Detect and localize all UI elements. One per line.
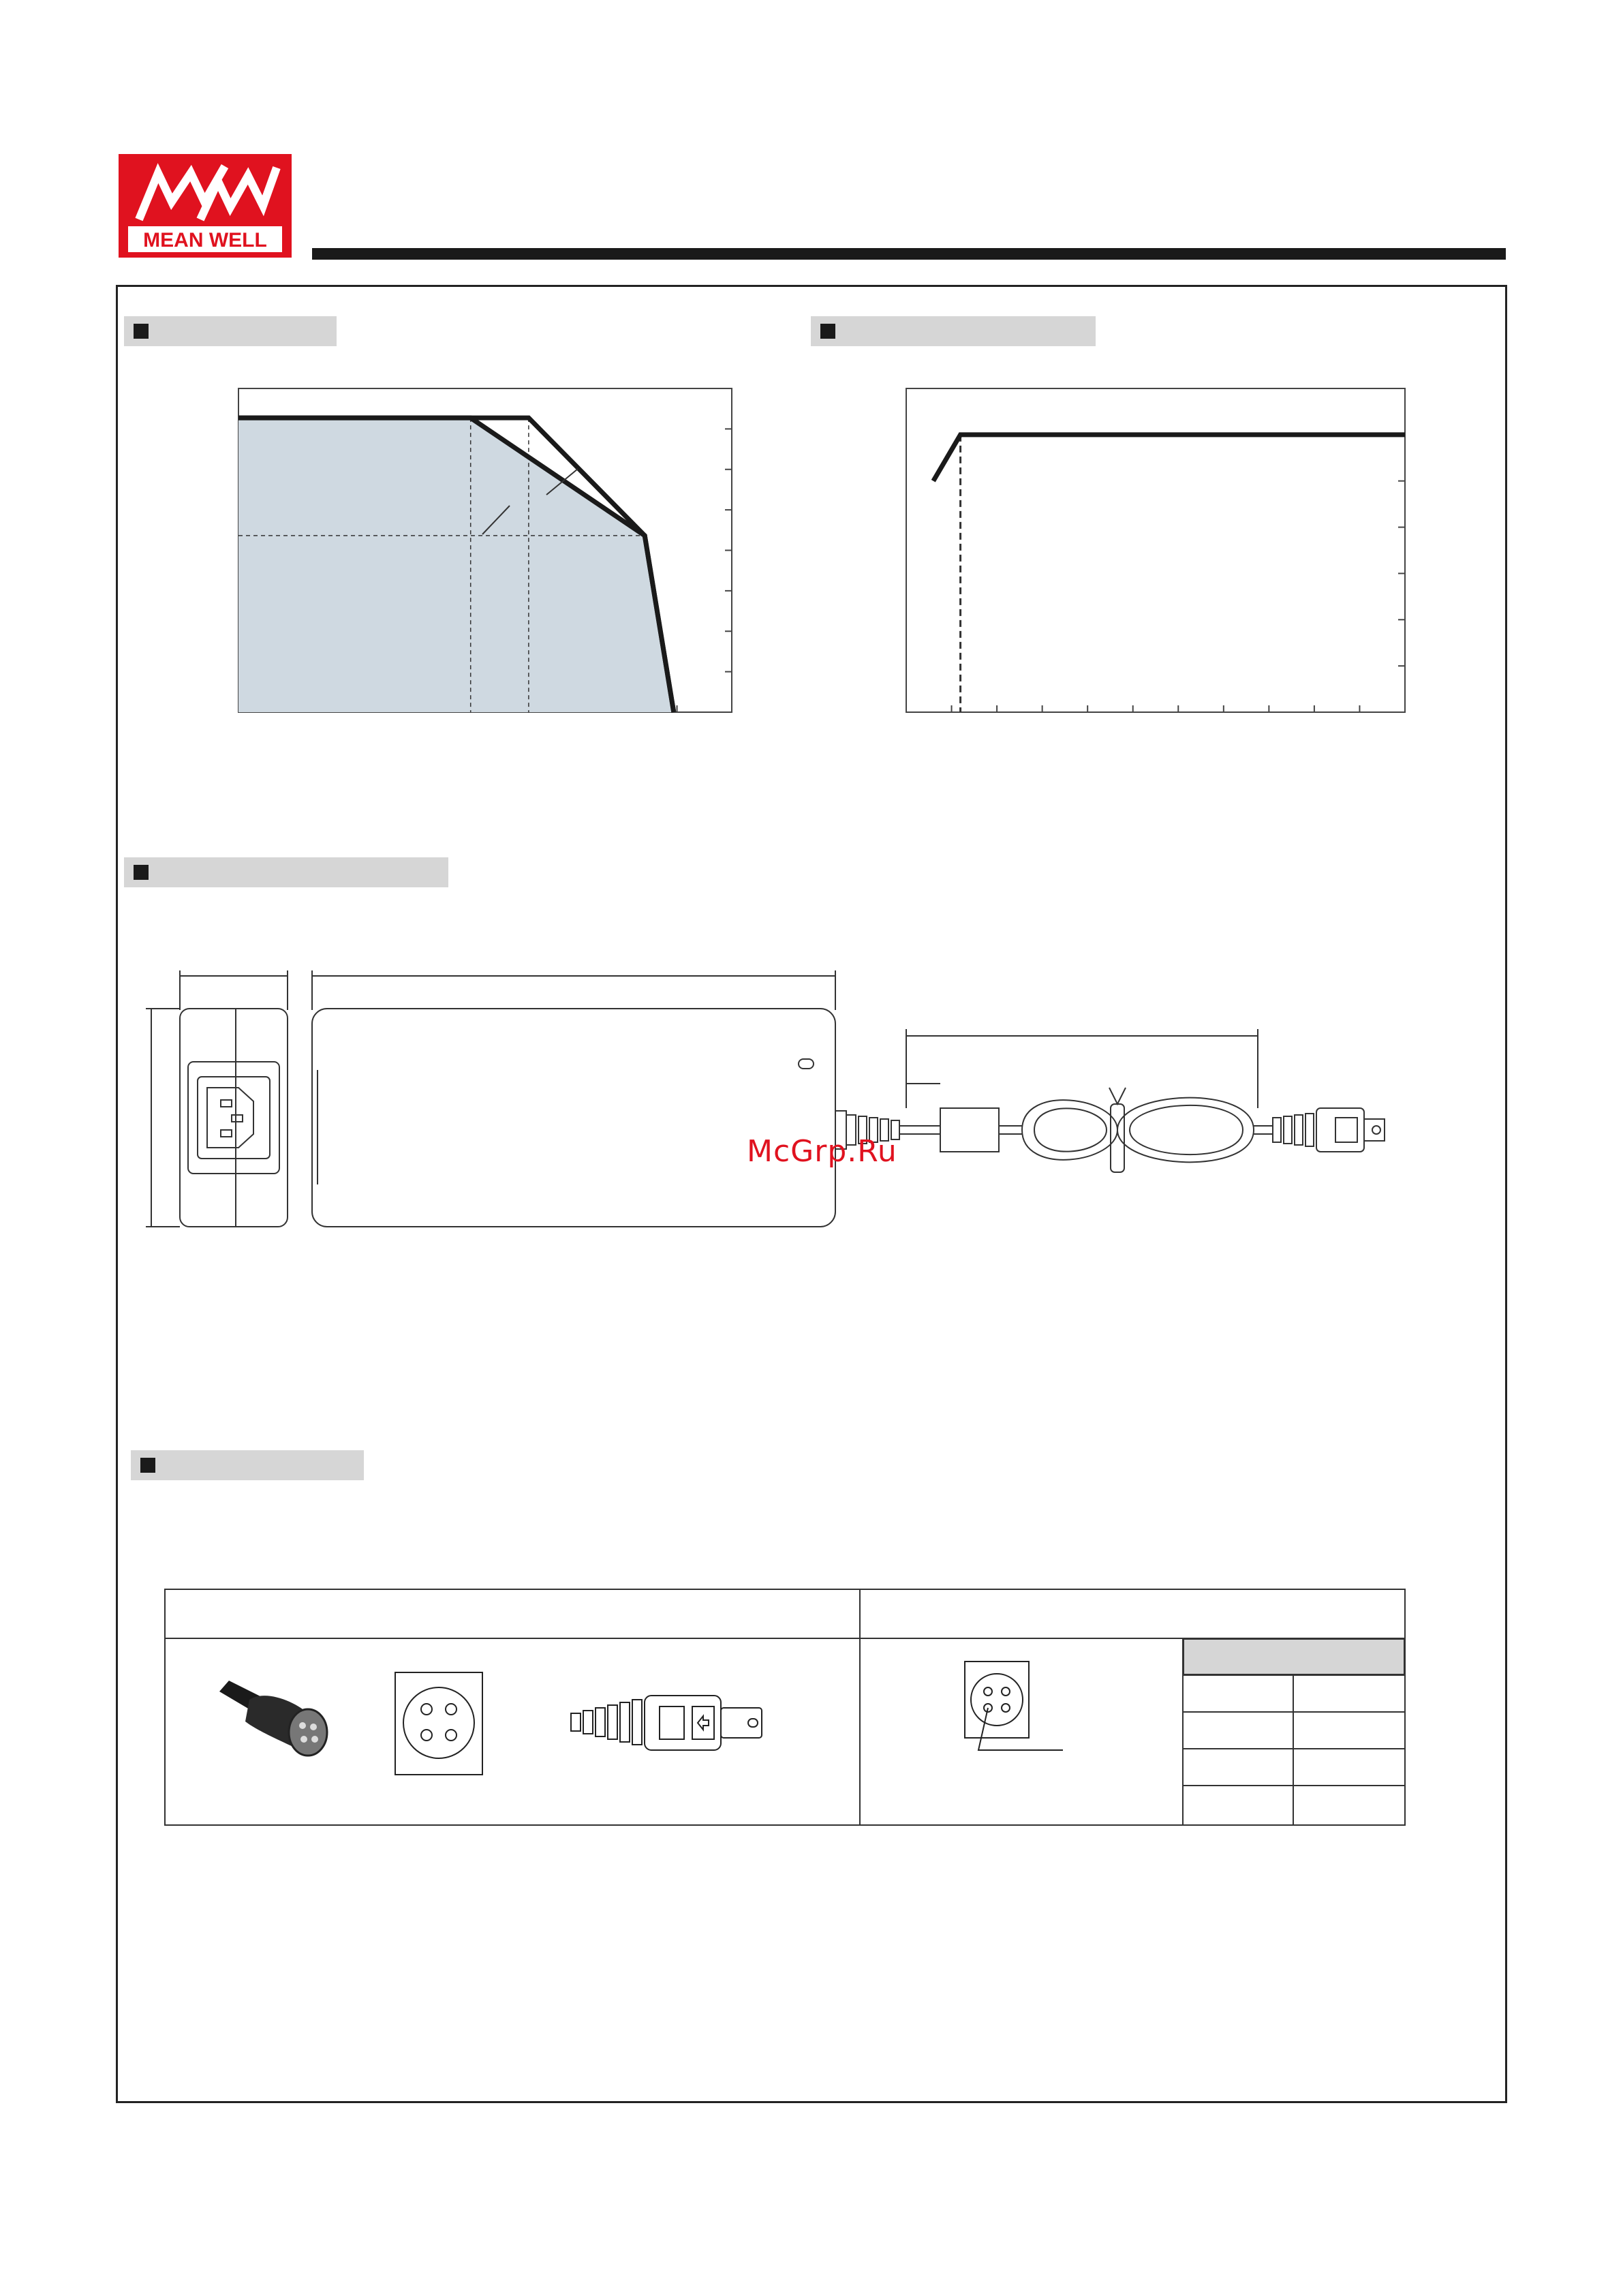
section-header-derating [124,316,337,346]
mechanical-drawing [136,961,1431,1247]
mean-well-logo [119,154,292,258]
dc-plug-front-view [395,1672,482,1775]
led-indicator [799,1059,814,1069]
derating-area [238,418,674,712]
dc-plug-boot [1273,1114,1314,1146]
ferrite-core [940,1108,999,1152]
mean-well-logo-graphic [119,154,292,258]
section-bullet [134,865,149,880]
dc-plug-photo [219,1681,327,1756]
cable-loop-right [1117,1098,1254,1163]
section-header-static [811,316,1096,346]
end-view-body [180,1009,288,1227]
derating-chart [232,382,736,716]
dc-plug-tip [1364,1119,1385,1141]
section-bullet [140,1458,155,1473]
section-bullet [134,324,149,339]
ac-inlet-outer [188,1062,279,1174]
case-body [312,1009,835,1227]
svg-text:MEAN WELL: MEAN WELL [143,229,267,251]
pin-table-header-row [1184,1639,1404,1674]
pin-arrangement-diagram [965,1662,1063,1750]
watermark-text: McGrp.Ru [747,1134,897,1169]
series-line-1 [933,435,1405,481]
ac-inlet-socket [207,1088,253,1148]
section-header-plug [131,1450,364,1480]
plug-table-frame [165,1589,1405,1825]
dc-plug-side-view [571,1696,762,1750]
static-chart [899,382,1417,716]
header-rule [312,248,1506,260]
section-bullet [820,324,835,339]
cable-tie [1109,1088,1126,1104]
plug-assignment-table [164,1588,1410,1847]
arrow-icon [698,1716,709,1730]
section-header-mechanical [124,857,448,887]
